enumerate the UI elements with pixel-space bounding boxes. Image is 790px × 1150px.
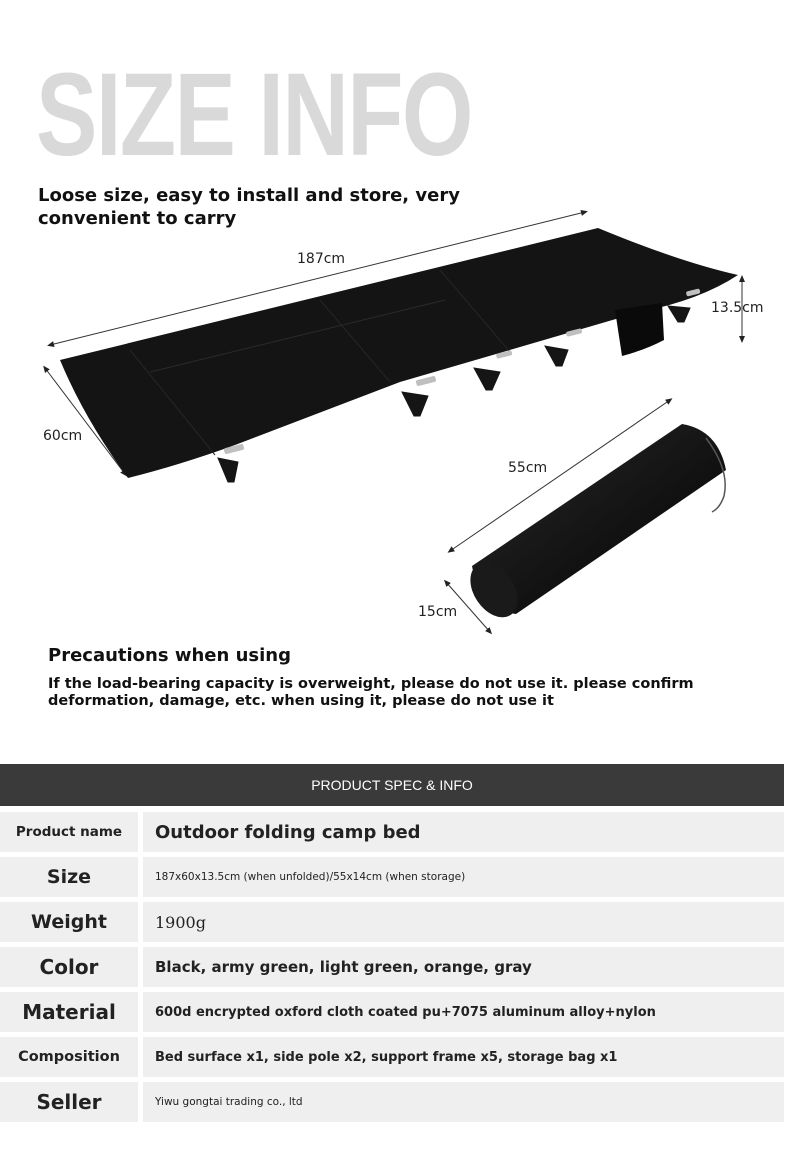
page-subtitle: Loose size, easy to install and store, very convenient to carry (38, 185, 460, 229)
bag-length-label: 55cm (508, 460, 548, 476)
spec-value: 600d encrypted oxford cloth coated pu+7075 aluminum alloy+nylon (143, 992, 784, 1032)
spec-value: 187x60x13.5cm (when unfolded)/55x14cm (when storage) (143, 857, 784, 897)
spec-label: Product name (0, 812, 138, 852)
bed-height-label: 13.5cm (711, 300, 764, 316)
spec-row-weight (0, 902, 784, 942)
spec-label: Color (0, 947, 138, 987)
bed-length-label: 187cm (297, 251, 346, 267)
camp-bed-image (60, 228, 738, 482)
spec-value: Yiwu gongtai trading co., ltd (143, 1082, 784, 1122)
spec-row-color (0, 947, 784, 987)
spec-row-seller (0, 1082, 784, 1122)
spec-label: Composition (0, 1037, 138, 1077)
spec-label: Weight (0, 902, 138, 942)
spec-label: Size (0, 857, 138, 897)
spec-row-composition (0, 1037, 784, 1077)
spec-row-material (0, 992, 784, 1032)
bag-diameter-label: 15cm (418, 604, 458, 620)
spec-value: Bed surface x1, side pole x2, support frame x5, storage bag x1 (143, 1037, 784, 1077)
spec-label: Seller (0, 1082, 138, 1122)
page-title: SIZE INFO (36, 49, 472, 181)
spec-value: 1900g (143, 902, 784, 942)
bed-width-label: 60cm (43, 428, 83, 444)
precautions-text: If the load-bearing capacity is overweight, please do not use it. please confirm deformation, damage, etc. when using it, please do not use it (48, 676, 694, 709)
spec-table-header: PRODUCT SPEC & INFO (0, 764, 784, 806)
spec-value: Outdoor folding camp bed (143, 812, 784, 852)
spec-row-size (0, 857, 784, 897)
storage-bag-image (461, 424, 726, 626)
spec-value: Black, army green, light green, orange, gray (143, 947, 784, 987)
spec-row-product-name (0, 812, 784, 852)
precautions-heading: Precautions when using (48, 645, 291, 666)
spec-label: Material (0, 992, 138, 1032)
